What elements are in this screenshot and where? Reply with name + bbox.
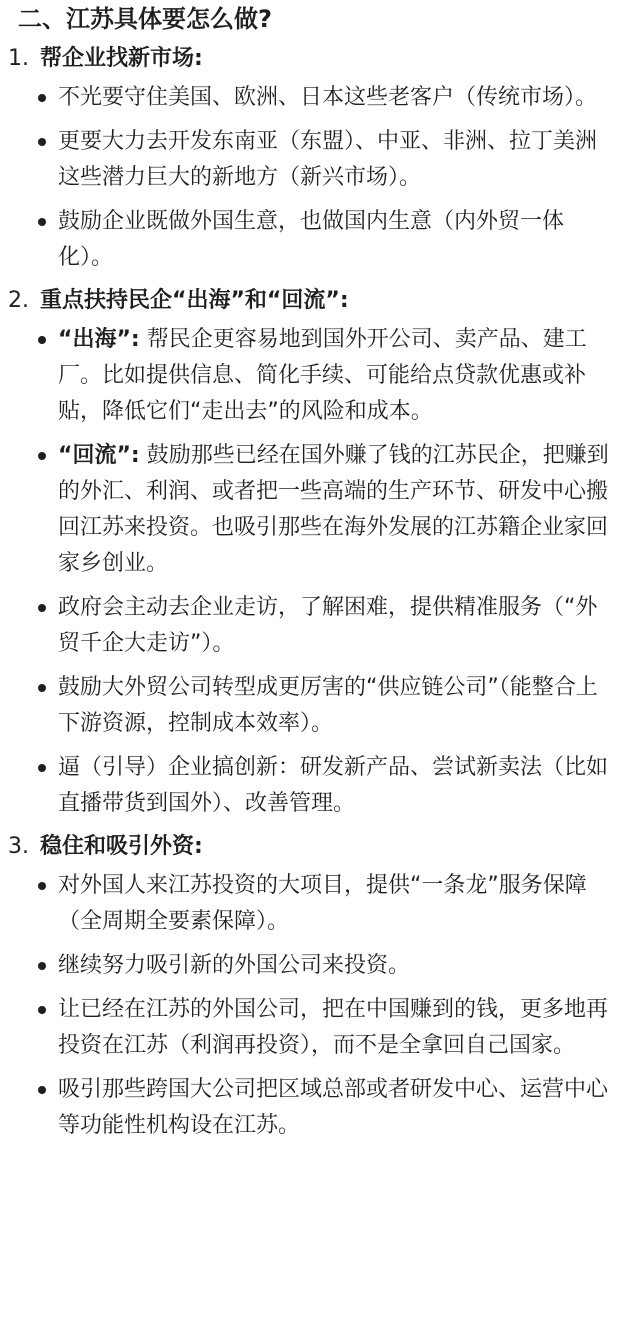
numbered-section [8, 830, 614, 1144]
bullet-dot-icon [38, 604, 46, 612]
bullet-list [8, 868, 614, 1144]
item-text: 不光要守住美国、欧洲、日本这些老客户（传统市场）。 [58, 85, 598, 110]
item-text: 鼓励大外贸公司转型成更厉害的“供应链公司”（能整合上下游资源，控制成本效率）。 [58, 675, 598, 736]
bullet-dot-icon [38, 882, 46, 890]
section-title-text: 稳住和吸引外资: [40, 834, 203, 859]
bullet-list [8, 322, 614, 822]
bullet-dot-icon [38, 94, 46, 102]
list-item [8, 124, 614, 196]
item-text: 逼（引导）企业搞创新：研发新产品、尝试新卖法（比如直播带货到国外）、改善管理。 [58, 755, 609, 816]
section-number: 2. [8, 288, 29, 313]
item-text: 吸引那些跨国大公司把区域总部或者研发中心、运营中心等功能性机构设在江苏。 [58, 1077, 609, 1138]
section-heading: 二、江苏具体要怎么做? [18, 5, 272, 33]
list-item [8, 868, 614, 940]
list-item [8, 948, 614, 984]
section-number: 1. [8, 46, 29, 71]
list-item [8, 322, 614, 430]
list-item [8, 1072, 614, 1144]
list-item [8, 670, 614, 742]
section-title [8, 284, 614, 318]
item-text: 政府会主动去企业走访，了解困难，提供精准服务（“外贸千企大走访”）。 [58, 595, 598, 656]
bullet-dot-icon [38, 1086, 46, 1094]
section-title-text: 重点扶持民企“出海”和“回流”: [40, 288, 349, 313]
item-text: 继续努力吸引新的外国公司来投资。 [58, 953, 411, 978]
item-lead: “出海”: [58, 327, 140, 352]
bullet-dot-icon [38, 1006, 46, 1014]
bullet-dot-icon [38, 452, 46, 460]
list-item [8, 438, 614, 582]
list-item [8, 590, 614, 662]
bullet-dot-icon [38, 138, 46, 146]
section-number: 3. [8, 834, 29, 859]
bullet-dot-icon [38, 336, 46, 344]
bullet-dot-icon [38, 684, 46, 692]
list-item [8, 992, 614, 1064]
item-text: 让已经在江苏的外国公司，把在中国赚到的钱，更多地再投资在江苏（利润再投资），而不是全拿回自己国家。 [58, 997, 609, 1058]
bullet-dot-icon [38, 218, 46, 226]
sections-list [8, 42, 614, 1144]
section-title-text: 帮企业找新市场: [40, 46, 203, 71]
item-text: 鼓励那些已经在国外赚了钱的江苏民企，把赚到的外汇、利润、或者把一些高端的生产环节、研发中心搬回江苏来投资。也吸引那些在海外发展的江苏籍企业家回家乡创业。 [58, 443, 609, 576]
numbered-section [8, 42, 614, 276]
list-item [8, 750, 614, 822]
document-page [0, 2, 628, 1318]
numbered-section [8, 284, 614, 822]
list-item [8, 80, 614, 116]
bullet-list [8, 80, 614, 276]
item-text: 鼓励企业既做外国生意，也做国内生意（内外贸一体化）。 [58, 209, 565, 270]
bullet-dot-icon [38, 962, 46, 970]
list-item [8, 204, 614, 276]
bullet-dot-icon [38, 764, 46, 772]
item-text: 对外国人来江苏投资的大项目，提供“一条龙”服务保障（全周期全要素保障）。 [58, 873, 587, 934]
item-lead: “回流”: [58, 443, 140, 468]
item-text: 帮民企更容易地到国外开公司、卖产品、建工厂。比如提供信息、简化手续、可能给点贷款优惠或补贴，降低它们“走出去”的风险和成本。 [58, 327, 587, 424]
item-text: 更要大力去开发东南亚（东盟）、中亚、非洲、拉丁美洲这些潜力巨大的新地方（新兴市场）。 [58, 129, 598, 190]
section-title [8, 830, 614, 864]
section-title [8, 42, 614, 76]
